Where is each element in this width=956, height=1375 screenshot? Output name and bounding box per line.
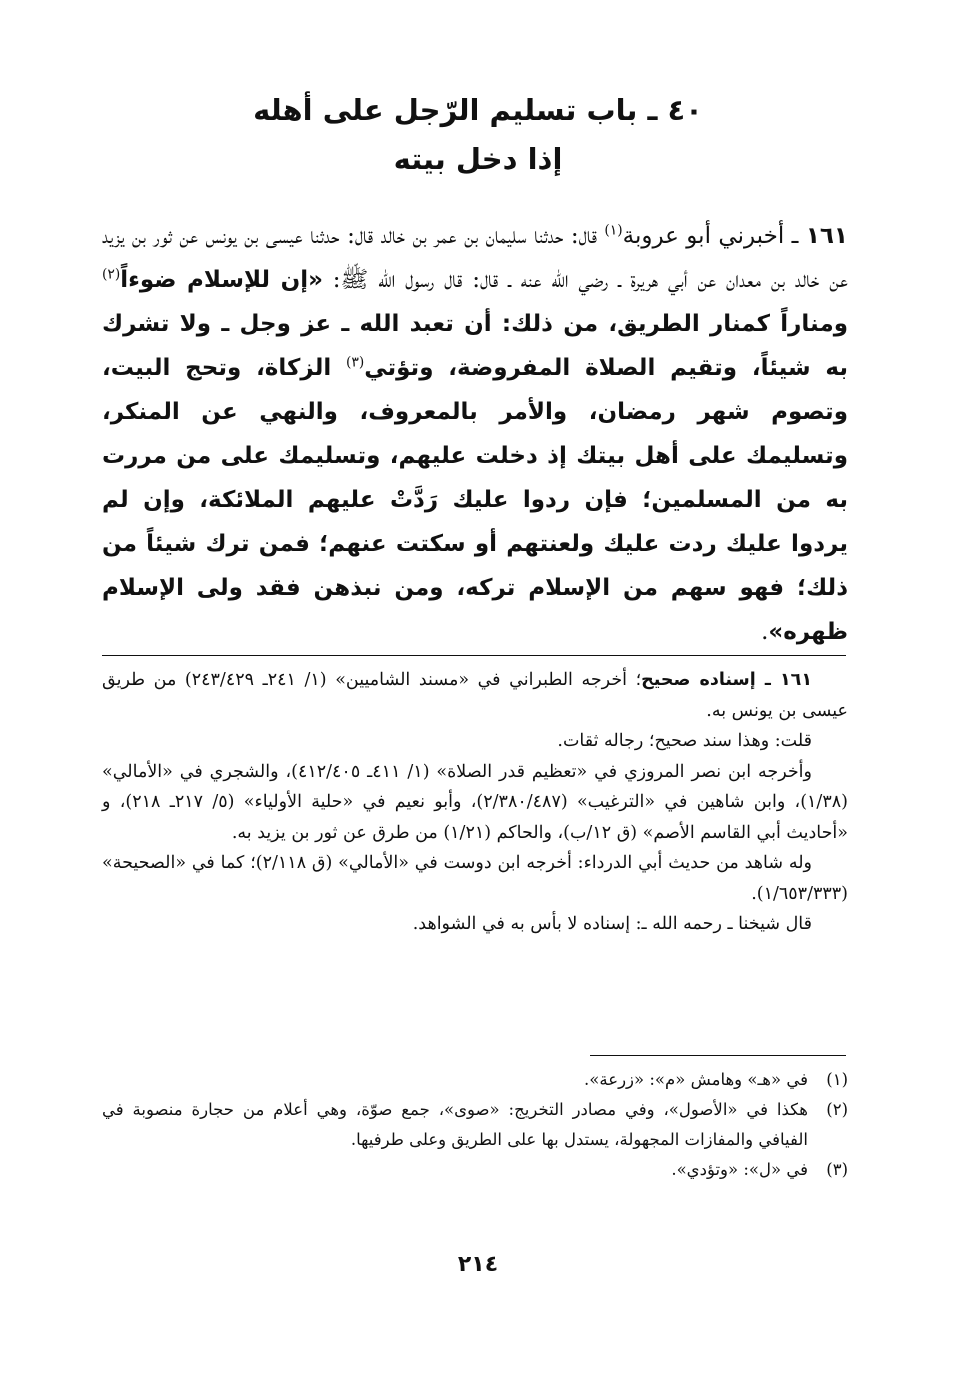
- footnote-3: [102, 1155, 848, 1185]
- footnote-divider: [590, 1055, 846, 1056]
- hadith-number: ١٦١: [805, 223, 848, 249]
- takhrij-paragraph-2: قلت: وهذا سند صحيح؛ رجاله ثقات.: [557, 731, 812, 751]
- takhrij-paragraph-3: وأخرجه ابن نصر المروزي في «تعظيم قدر الصلاة» (١/ ٤١١ـ ٤١٢/٤٠٥)، والشجري في «الأمالي» (١/٣٨)، وابن شاهين في «الترغيب» (٢/٣٨٠/٤٨٧)، وأبو نعيم في «حلية الأولياء» (٥/ ٢١٧ـ ٢١٨)، و «أحاديث أبي القاسم الأصم» (ق ١٢/ب)، والحاكم (١/٢١) من طرق عن ثور بن يزيد به.: [102, 761, 848, 843]
- footnotes: [102, 1065, 848, 1185]
- takhrij-paragraph-4: وله شاهد من حديث أبي الدرداء: أخرجه ابن دوست في «الأمالي» (ق ٢/١١٨)؛ كما في «الصحيحة» (١/٦٥٣/٣٣٣).: [102, 853, 848, 904]
- chapter-title: ٤٠ ـ باب تسليم الرّجل على أهله: [253, 93, 703, 127]
- takhrij-number: ١٦١: [779, 670, 812, 690]
- footnote-number: (١): [826, 1070, 848, 1089]
- takhrij-section: [102, 665, 848, 940]
- takhrij-text-1: ؛ أخرجه الطبراني في «مسند الشاميين» (١/ ٢٤١ـ ٢٤٣/٤٢٩) من طريق عيسى بن يونس به.: [102, 670, 848, 721]
- footnote-ref-3: (٣): [346, 354, 365, 371]
- hadith-paragraph: [102, 214, 848, 654]
- footnote-text: هكذا في «الأصول»، وفي مصادر التخريج: «صوى»، جمع صوّة، وهي أعلام من حجارة منصوبة في الفيافي والمفازات المجهولة، يستدل بها على الطريق وعلى طرفيها.: [102, 1100, 808, 1149]
- matn-part-1: «إن للإسلام ضوءاً: [120, 267, 323, 293]
- isnad-part-2: قال: حدثنا سليمان بن عمر بن خالد قال: حدثنا عيسى بن يونس عن ثور بن يزيد عن خالد بن معدان عن أبي هريرة ـ رضي الله عنه ـ قال: قال رسول الله ﷺ:: [102, 223, 848, 293]
- hadith-text: [102, 214, 848, 654]
- matn-end: .: [761, 619, 769, 645]
- matn-part-3: الزكاة، وتحج البيت، وتصوم شهر رمضان، والأمر بالمعروف، والنهي عن المنكر، وتسليمك على أهل بيتك إذ دخلت عليهم، وتسليمك على من مررت به من المسلمين؛ فإن ردوا عليك رَدَّتْ عليهم الملائكة، وإن لم يردوا عليك ردت عليك ولعنتهم أو سكتت عنهم؛ فمن ترك شيئاً من ذلك؛ فهو سهم من الإسلام تركه، ومن نبذهن فقد ولى الإسلام ظهره»: [102, 355, 848, 645]
- chapter-subtitle: إذا دخل بيته: [393, 142, 563, 176]
- footnote-number: (٣): [826, 1160, 848, 1179]
- footnote-ref-1: (١): [604, 222, 623, 239]
- matn-part-2: ومناراً كمنار الطريق، من ذلك: أن تعبد الله ـ عز وجل ـ ولا تشرك به شيئاً، وتقيم الصلاة المفروضة، وتؤتي: [102, 311, 848, 381]
- page-number: ٢١٤: [457, 1252, 499, 1277]
- footnote-1: [102, 1065, 848, 1095]
- footnote-text: في «ل»: «وتؤدي».: [671, 1160, 808, 1179]
- main-divider: [102, 655, 846, 656]
- takhrij-grade: ـ إسناده صحيح: [641, 670, 780, 690]
- takhrij-paragraph-5: قال شيخنا ـ رحمه الله ـ: إسناده لا بأس به في الشواهد.: [412, 914, 812, 934]
- takhrij-paragraph-1: [102, 665, 848, 726]
- footnote-number: (٢): [826, 1100, 848, 1119]
- footnote-text: في «هـ» وهامش «م»: «زرعة».: [584, 1070, 808, 1089]
- isnad-part-1: ـ أخبرني أبو عروبة: [622, 223, 806, 249]
- footnote-ref-2: (٢): [102, 266, 121, 283]
- footnote-2: [102, 1095, 848, 1155]
